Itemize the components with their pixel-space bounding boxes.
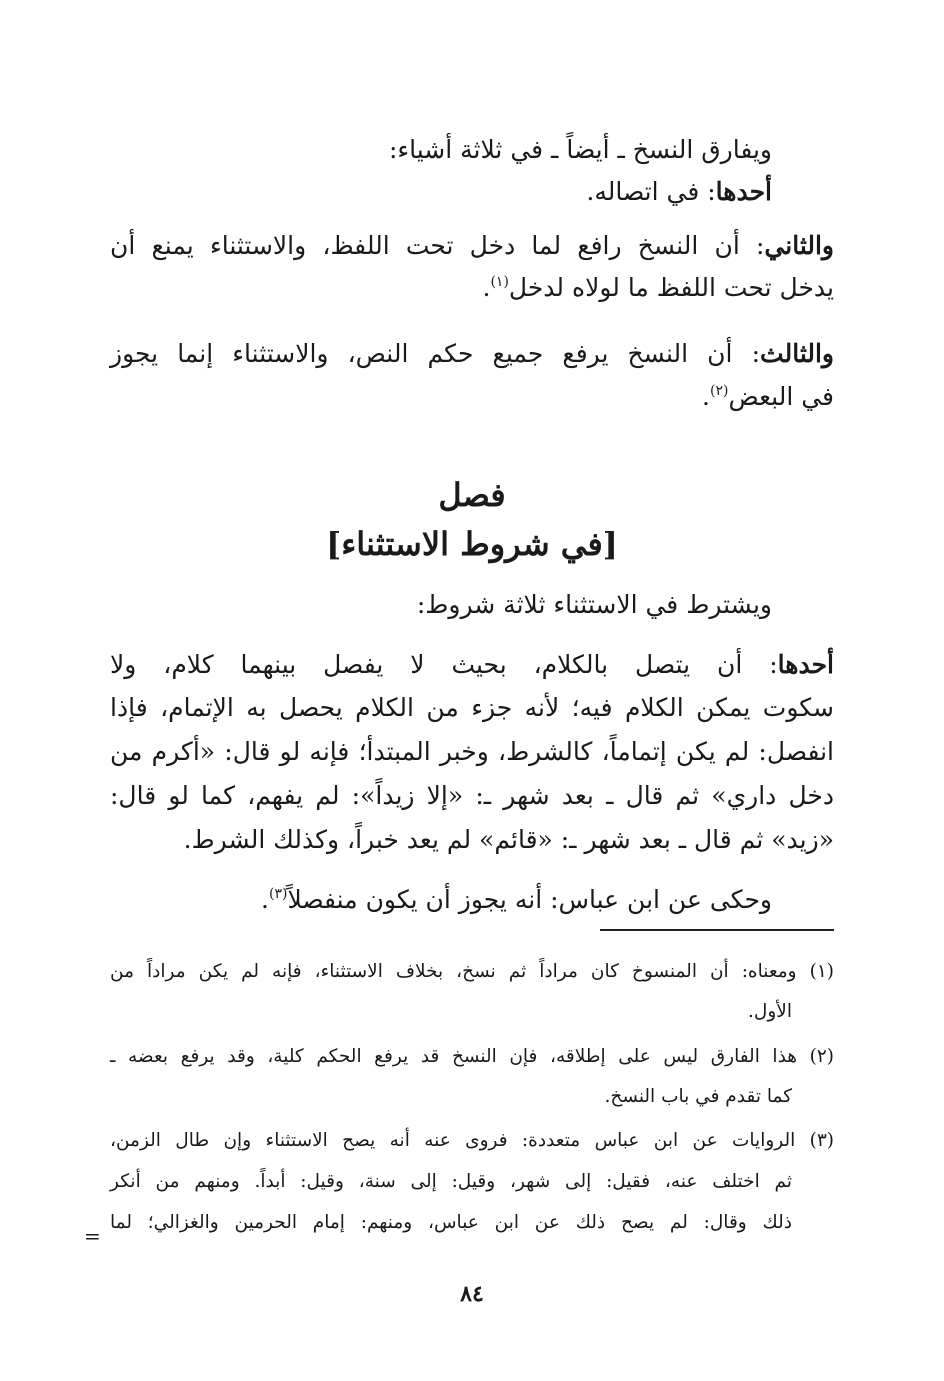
footnote-3-line-3: ذلك وقال: لم يصح ذلك عن ابن عباس، ومنهم: إمام الحرمين والغزالي؛ لما (110, 1212, 792, 1233)
difference-second-line-2: يدخل تحت اللفظ ما لولاه لدخل$^{(١)}$. (482, 273, 834, 302)
section-subheading: [في شروط الاستثناء] (326, 525, 618, 563)
continuation-mark: = (84, 1224, 101, 1248)
condition-first-line-5: «زيد» ثم قال ـ بعد شهر ـ: «قائم» لم يعد خبراً، وكذلك الشرط. (183, 825, 834, 854)
condition-first-line-2: سكوت يمكن الكلام فيه؛ لأنه جزء من الكلام يحصل به الإتمام، فإذا (110, 693, 834, 722)
footnote-ref-1: (١) (490, 274, 509, 290)
footnote-2-line-1: (٢) هذا الفارق ليس على إطلاقه، فإن النسخ قد يرفع الحكم كلية، وقد يرفع بعضه ـ (110, 1046, 834, 1067)
difference-third-lead: والثالث (760, 339, 834, 368)
difference-third-line-1: والثالث: أن النسخ يرفع جميع حكم النص، والاستثناء إنما يجوز (110, 339, 834, 368)
footnote-2-line-2: كما تقدم في باب النسخ. (604, 1086, 792, 1107)
difference-second-lead: والثاني (764, 231, 834, 260)
ibn-abbas-line: وحكى عن ابن عباس: أنه يجوز أن يكون منفصلاً$^{(٣)}$. (261, 885, 772, 914)
differences-intro: ويفارق النسخ ـ أيضاً ـ في ثلاثة أشياء: (388, 135, 772, 164)
footnote-ref-3: (٣) (268, 886, 288, 902)
footnote-3-line-2: ثم اختلف عنه، فقيل: إلى شهر، وقيل: إلى سنة، وقيل: أبداً. ومنهم من أنكر (110, 1171, 792, 1192)
condition-first-line-3: انفصل: لم يكن إتماماً، كالشرط، وخبر المبتدأ؛ فإنه لو قال: «أكرم من (110, 737, 834, 766)
footnote-ref-2: (٢) (710, 383, 729, 399)
difference-first: أحدها: في اتصاله. (586, 177, 772, 206)
difference-third-line-2: في البعض$^{(٢)}$. (702, 382, 834, 411)
section-heading: فصل (438, 476, 506, 514)
page-number: ٨٤ (460, 1281, 484, 1307)
footnote-3-line-1: (٣) الروايات عن ابن عباس متعددة: فروى عنه أنه يصح الاستثناء وإن طال الزمن، (110, 1130, 834, 1151)
difference-second-line-1: والثاني: أن النسخ رافع لما دخل تحت اللفظ، والاستثناء يمنع أن (110, 231, 834, 260)
conditions-intro: ويشترط في الاستثناء ثلاثة شروط: (416, 590, 772, 619)
condition-first-line-4: دخل داري» ثم قال ـ بعد شهر ـ: «إلا زيداً»: لم يفهم، كما لو قال: (110, 781, 834, 810)
condition-first-lead: أحدها (777, 650, 834, 679)
footnote-1-line-1: (١) ومعناه: أن المنسوخ كان مراداً ثم نسخ، بخلاف الاستثناء، فإنه لم يكن مراداً من (110, 961, 834, 982)
difference-first-lead: أحدها (715, 177, 772, 206)
footnote-1-line-2: الأول. (748, 1001, 792, 1022)
condition-first-line-1: أحدها: أن يتصل بالكلام، بحيث لا يفصل بينهما كلام، ولا (110, 650, 834, 679)
footnote-separator (600, 929, 834, 931)
